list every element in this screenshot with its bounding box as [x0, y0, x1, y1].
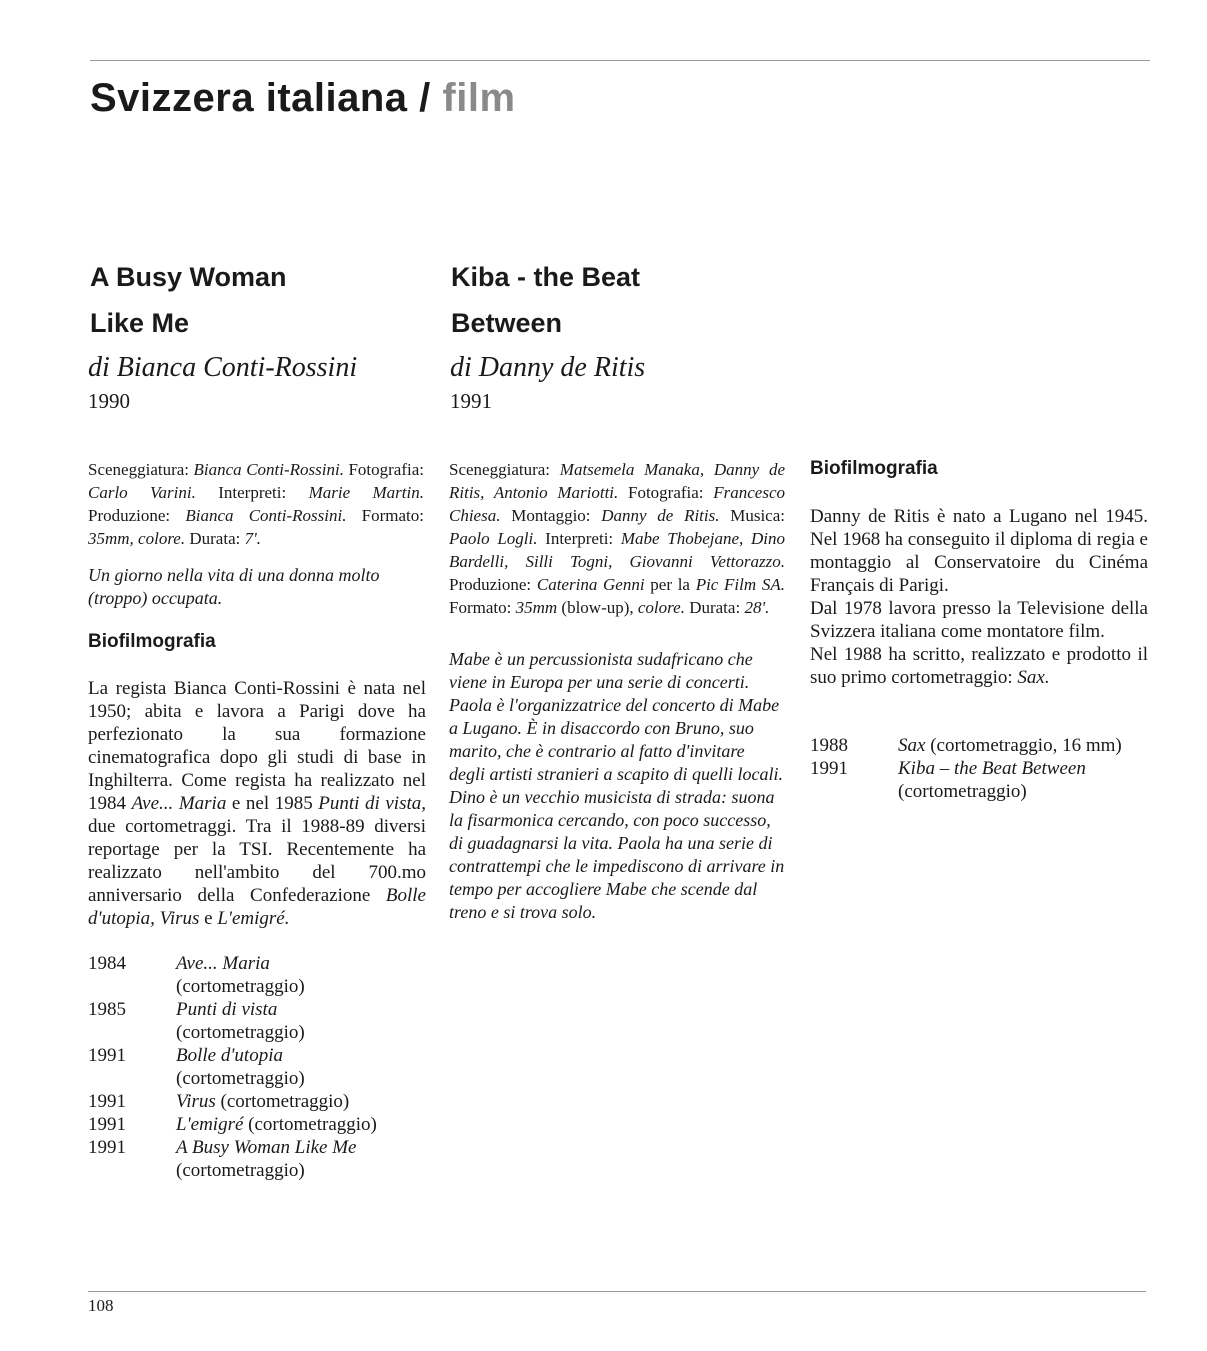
- film-1-title-line1: A Busy Woman: [90, 262, 287, 292]
- film-2-filmography: [810, 734, 1140, 803]
- film-2-director: di Danny de Ritis: [450, 352, 646, 383]
- filmography-year: 1991: [88, 1091, 126, 1112]
- bio-paragraph: Nel 1988 ha scritto, realizzato e prodotto il suo primo cortometraggio: Sax.: [810, 644, 1148, 688]
- filmography-item: [88, 1044, 424, 1090]
- filmography-title: Sax (cortometraggio, 16 mm): [898, 735, 1122, 756]
- page-header: [90, 76, 516, 121]
- page-number: 108: [88, 1296, 114, 1315]
- filmography-item: [810, 734, 1140, 757]
- header-title-accent: film: [442, 76, 516, 120]
- film-2-credits: Sceneggiatura: Matsemela Manaka, Danny de Ritis, Antonio Mariotti. Fotografia: Francesco Chiesa. Montaggio: Danny de Ritis. Musica: Paolo Logli. Interpreti: Mabe Thobejane, Dino Bardelli, Silli Togni, Giovanni Vettorazzo. Produzione: Caterina Genni per la Pic Film SA. Formato: 35mm (blow-up), colore. Durata: 28'.: [449, 460, 785, 617]
- top-rule: [90, 60, 1150, 61]
- film-1-bio-heading: Biofilmografia: [88, 631, 216, 652]
- filmography-title: Punti di vista (cortometraggio): [176, 999, 305, 1043]
- film-2-bio-text: [810, 505, 1148, 689]
- film-2-bio-heading: Biofilmografia: [810, 458, 938, 479]
- film-2-year: 1991: [450, 389, 492, 413]
- film-1-bio-text: La regista Bianca Conti-Rossini è nata nel 1950; abita e lavora a Parigi dove ha perfezionato la sua formazione cinematografica dopo gli studi di base in Inghilterra. Come regista ha realizzato nel 1984 Ave... Maria e nel 1985 Punti di vista, due cortometraggi. Tra il 1988-89 diversi reportage per la TSI. Recentemente ha realizzato nell'ambito del 700.mo anniversario della Confederazione Bolle d'utopia, Virus e L'emigré.: [88, 678, 426, 929]
- film-1-director: di Bianca Conti-Rossini: [88, 352, 358, 383]
- filmography-year: 1991: [88, 1114, 126, 1135]
- film-2-title-line2: Between: [451, 308, 563, 338]
- film-1-title-line2: Like Me: [90, 308, 190, 338]
- filmography-item: [88, 952, 424, 998]
- filmography-item: [88, 1090, 424, 1113]
- filmography-year: 1985: [88, 999, 126, 1020]
- bio-paragraph: Danny de Ritis è nato a Lugano nel 1945. Nel 1968 ha conseguito il diploma di regia e montaggio al Conservatoire du Cinéma Français di Parigi.: [810, 506, 1148, 596]
- film-1-synopsis: Un giorno nella vita di una donna molto (troppo) occupata.: [88, 565, 380, 608]
- filmography-item: [88, 998, 424, 1044]
- filmography-year: 1991: [88, 1045, 126, 1066]
- filmography-year: 1984: [88, 953, 126, 974]
- filmography-title: Bolle d'utopia (cortometraggio): [176, 1045, 305, 1089]
- filmography-title: L'emigré (cortometraggio): [176, 1114, 377, 1135]
- filmography-item: [88, 1113, 424, 1136]
- bio-paragraph: Dal 1978 lavora presso la Televisione della Svizzera italiana come montatore film.: [810, 598, 1148, 642]
- filmography-year: 1991: [88, 1137, 126, 1158]
- film-2-title: [451, 254, 640, 346]
- filmography-title: Kiba – the Beat Between (cortometraggio): [898, 758, 1086, 802]
- film-2-title-line1: Kiba - the Beat: [451, 262, 641, 292]
- filmography-title: A Busy Woman Like Me (cortometraggio): [176, 1137, 357, 1181]
- filmography-title: Virus (cortometraggio): [176, 1091, 350, 1112]
- film-1-title: [90, 254, 287, 346]
- bottom-rule: [88, 1291, 1146, 1292]
- filmography-title: Ave... Maria (cortometraggio): [176, 953, 305, 997]
- header-title-main: Svizzera italiana /: [90, 76, 431, 120]
- film-1-credits: Sceneggiatura: Bianca Conti-Rossini. Fotografia: Carlo Varini. Interpreti: Marie Martin. Produzione: Bianca Conti-Rossini. Formato: 35mm, colore. Durata: 7'.: [88, 460, 424, 548]
- filmography-item: [810, 757, 1140, 803]
- film-2-synopsis: Mabe è un percussionista sudafricano che viene in Europa per una serie di concerti. Paola è l'organizzatrice del concerto di Mabe a Lugano. È in disaccordo con Bruno, suo marito, che è contrario al fatto d'invitare degli artisti stranieri a scapito di quelli locali. Dino è un vecchio musicista di strada: suona la fisarmonica cercando, con poco successo, di guadagnarsi la vita. Paola ha una serie di contrattempi che le impediscono di arrivare in tempo per accogliere Mabe che scende dal treno e si trova solo.: [449, 649, 785, 922]
- film-1-year: 1990: [88, 389, 130, 413]
- film-1-filmography: [88, 952, 424, 1182]
- filmography-item: [88, 1136, 424, 1182]
- filmography-year: 1988: [810, 735, 848, 756]
- filmography-year: 1991: [810, 758, 848, 779]
